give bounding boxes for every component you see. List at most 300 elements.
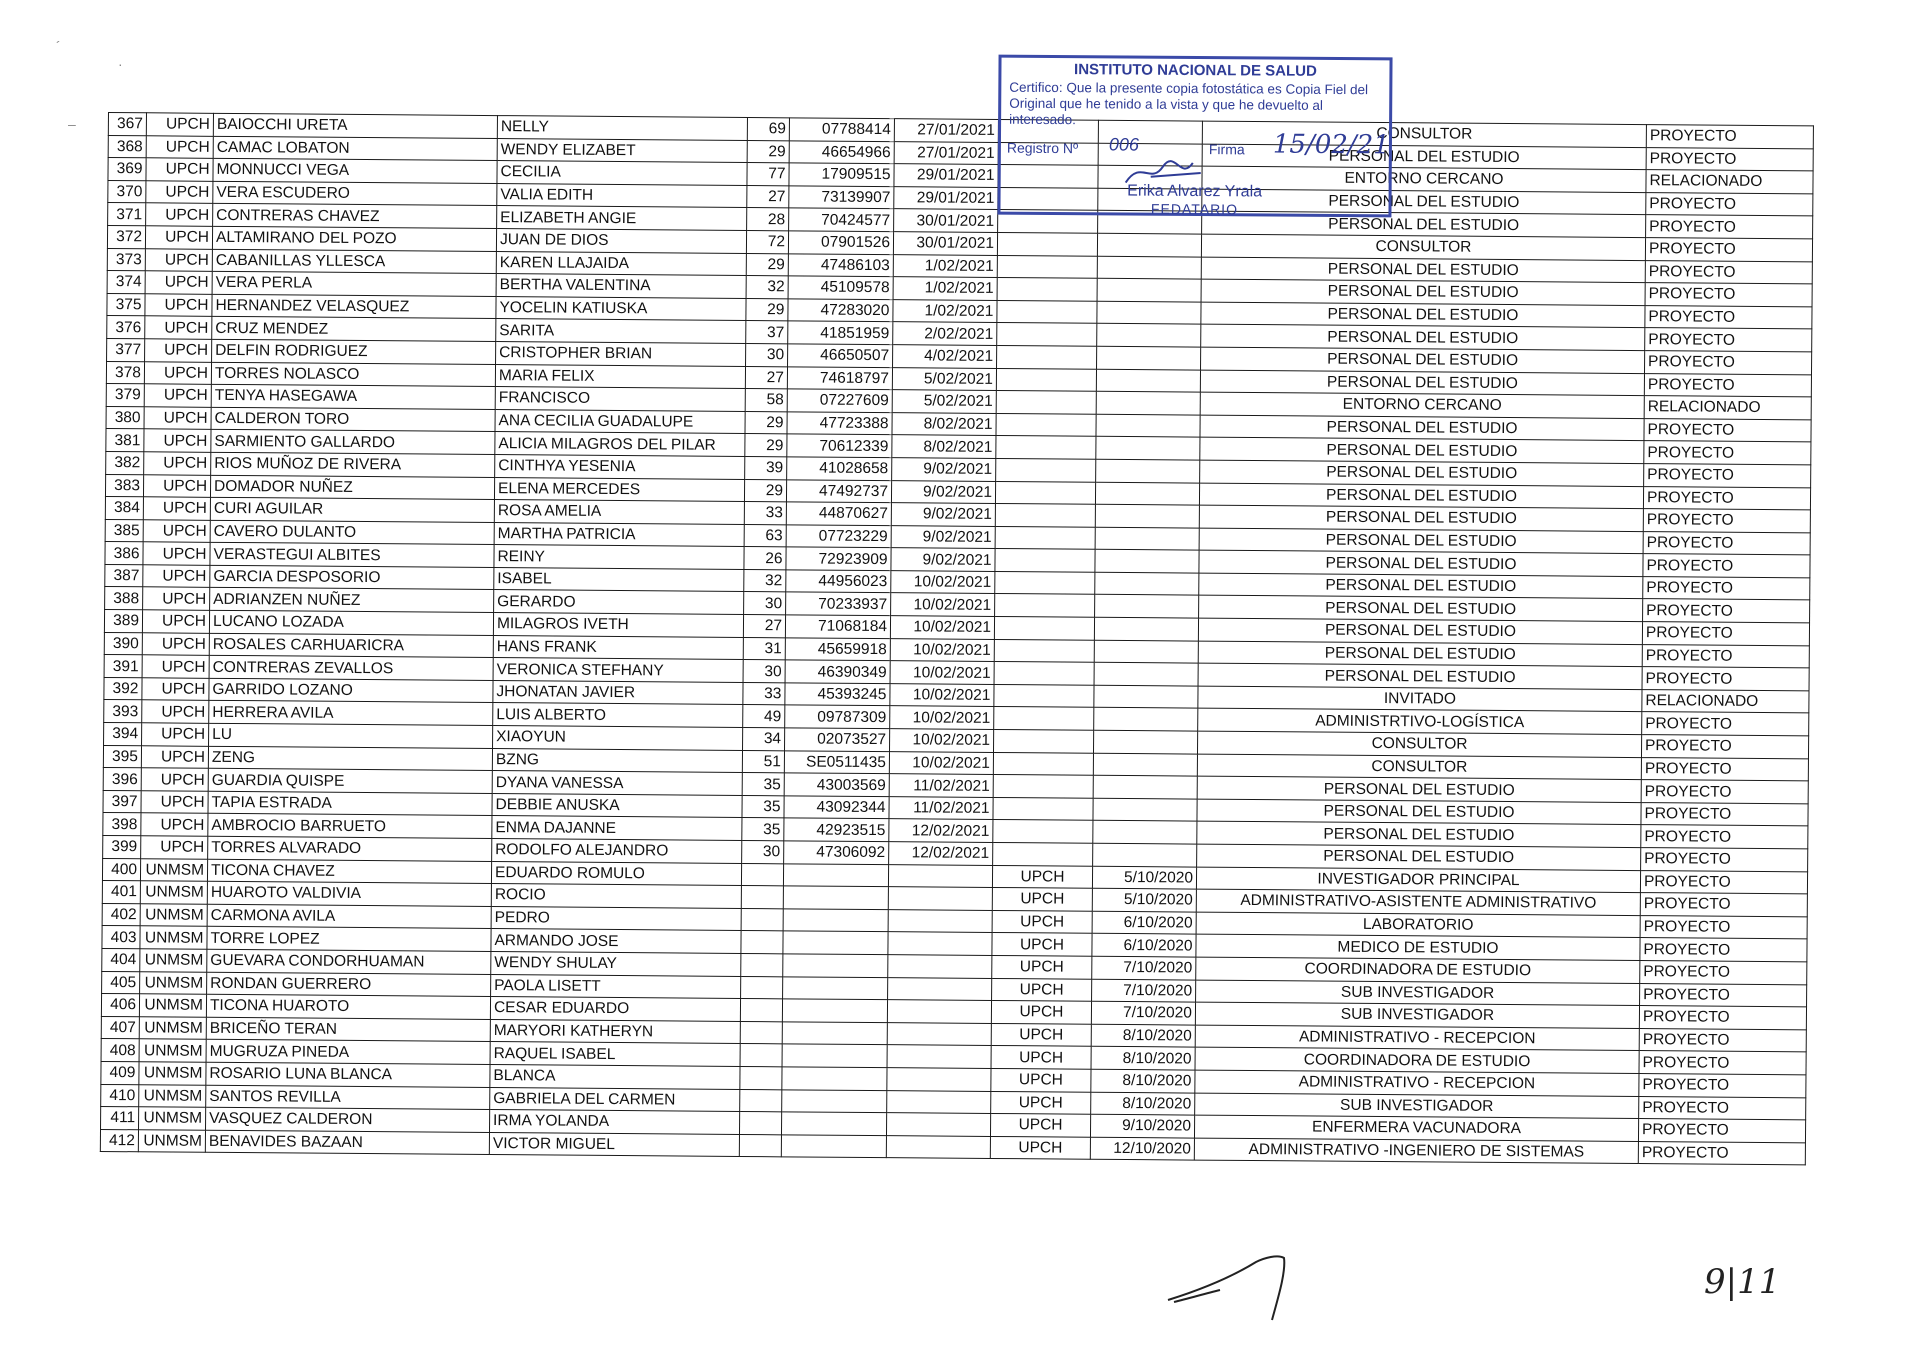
cell-dni bbox=[783, 954, 888, 977]
scan-speck: – bbox=[68, 116, 76, 132]
cell-dni bbox=[782, 1067, 887, 1090]
cell-num: 379 bbox=[106, 384, 144, 407]
cell-num: 411 bbox=[101, 1107, 139, 1130]
cell-date2 bbox=[1096, 459, 1200, 482]
scan-speck: · bbox=[118, 56, 123, 72]
cell-surname: MUGRUZA PINEDA bbox=[206, 1040, 490, 1065]
cell-dni: 46650507 bbox=[788, 344, 893, 367]
cell-date bbox=[888, 977, 992, 1000]
cell-inst2: UPCH bbox=[991, 1091, 1091, 1114]
cell-dni: 07227609 bbox=[787, 389, 892, 412]
cell-date2 bbox=[1095, 550, 1199, 573]
cell-age: 37 bbox=[746, 321, 788, 344]
cell-inst2 bbox=[996, 368, 1096, 391]
cell-name: EDUARDO ROMULO bbox=[491, 861, 741, 886]
cell-type: PROYECTO bbox=[1641, 848, 1808, 872]
cell-inst: UPCH bbox=[141, 745, 208, 768]
cell-inst: UNMSM bbox=[138, 1129, 205, 1152]
cell-inst2: UPCH bbox=[992, 865, 1092, 888]
cell-dni: 45109578 bbox=[788, 276, 893, 299]
cell-type: PROYECTO bbox=[1646, 125, 1813, 149]
cell-type: PROYECTO bbox=[1645, 305, 1812, 329]
cell-age bbox=[739, 1112, 781, 1135]
cell-type: PROYECTO bbox=[1642, 667, 1809, 691]
cell-inst2 bbox=[995, 571, 1095, 594]
cell-num: 401 bbox=[102, 881, 140, 904]
cell-name: CRISTOPHER BRIAN bbox=[496, 341, 746, 366]
cell-num: 386 bbox=[105, 542, 143, 565]
cell-role: ENTORNO CERCANO bbox=[1202, 166, 1646, 192]
cell-num: 391 bbox=[104, 655, 142, 678]
cell-date2: 12/10/2020 bbox=[1090, 1137, 1194, 1160]
cell-num: 412 bbox=[100, 1129, 138, 1152]
cell-date2 bbox=[1096, 369, 1200, 392]
cell-inst2 bbox=[995, 549, 1095, 572]
cell-type: PROYECTO bbox=[1641, 780, 1808, 804]
cell-date: 10/02/2021 bbox=[890, 661, 994, 684]
cell-surname: TORRES NOLASCO bbox=[211, 362, 495, 387]
cell-date: 11/02/2021 bbox=[889, 774, 993, 797]
cell-date: 29/01/2021 bbox=[894, 164, 998, 187]
cell-inst2 bbox=[996, 458, 1096, 481]
cell-surname: MONNUCCI VEGA bbox=[213, 159, 497, 184]
cell-inst: UNMSM bbox=[140, 904, 207, 927]
cell-age: 29 bbox=[747, 140, 789, 163]
cell-date2 bbox=[1096, 414, 1200, 437]
cell-role: ENFERMERA VACUNADORA bbox=[1194, 1115, 1638, 1141]
cell-role: ADMINISTRATIVO - RECEPCION bbox=[1195, 1025, 1639, 1051]
cell-role: PERSONAL DEL ESTUDIO bbox=[1201, 324, 1645, 350]
cell-role: SUB INVESTIGADOR bbox=[1195, 1093, 1639, 1119]
cell-role: PERSONAL DEL ESTUDIO bbox=[1198, 618, 1642, 644]
cell-type: PROYECTO bbox=[1640, 870, 1807, 894]
cell-dni: 07788414 bbox=[789, 118, 894, 141]
cell-surname: RONDAN GUERRERO bbox=[207, 972, 491, 997]
cell-surname: VASQUEZ CALDERON bbox=[206, 1107, 490, 1132]
cell-surname: GUEVARA CONDORHUAMAN bbox=[207, 949, 491, 974]
cell-date bbox=[888, 932, 992, 955]
cell-surname: ZENG bbox=[208, 746, 492, 771]
cell-date2: 6/10/2020 bbox=[1092, 934, 1196, 957]
cell-inst: UPCH bbox=[141, 768, 208, 791]
stamp-title: INSTITUTO NACIONAL DE SALUD bbox=[1073, 61, 1317, 80]
cell-name: GABRIELA DEL CARMEN bbox=[490, 1087, 740, 1112]
cell-inst: UPCH bbox=[142, 610, 209, 633]
cell-inst2 bbox=[994, 684, 1094, 707]
cell-date: 30/01/2021 bbox=[894, 209, 998, 232]
cell-date2: 6/10/2020 bbox=[1092, 911, 1196, 934]
cell-inst: UPCH bbox=[144, 384, 211, 407]
cell-age bbox=[741, 908, 783, 931]
cell-date: 10/02/2021 bbox=[890, 638, 994, 661]
cell-inst2 bbox=[997, 345, 1097, 368]
cell-type: PROYECTO bbox=[1644, 418, 1811, 442]
cell-dni: 70233937 bbox=[786, 592, 891, 615]
cell-role: ADMINISTRATIVO - RECEPCION bbox=[1195, 1070, 1639, 1096]
cell-dni: 72923909 bbox=[786, 547, 891, 570]
cell-date: 10/02/2021 bbox=[890, 706, 994, 729]
cell-dni: 17909515 bbox=[789, 163, 894, 186]
cell-role: SUB INVESTIGADOR bbox=[1196, 980, 1640, 1006]
cell-date: 1/02/2021 bbox=[893, 277, 997, 300]
cell-type: PROYECTO bbox=[1640, 983, 1807, 1007]
cell-date2 bbox=[1093, 843, 1197, 866]
cell-surname: TORRE LOPEZ bbox=[207, 927, 491, 952]
cell-date2 bbox=[1093, 821, 1197, 844]
cell-date2: 9/10/2020 bbox=[1090, 1114, 1194, 1137]
cell-inst2: UPCH bbox=[991, 1023, 1091, 1046]
cell-surname: TICONA HUAROTO bbox=[206, 994, 490, 1019]
cell-role: PERSONAL DEL ESTUDIO bbox=[1200, 370, 1644, 396]
cell-type: PROYECTO bbox=[1640, 961, 1807, 985]
cell-role: PERSONAL DEL ESTUDIO bbox=[1198, 641, 1642, 667]
handwritten-signature-icon bbox=[1160, 1250, 1300, 1325]
cell-date2 bbox=[1095, 504, 1199, 527]
cell-dni: 41851959 bbox=[788, 321, 893, 344]
cell-age: 32 bbox=[746, 276, 788, 299]
cell-age bbox=[741, 886, 783, 909]
cell-age: 32 bbox=[744, 569, 786, 592]
cell-dni bbox=[782, 1044, 887, 1067]
cell-inst: UPCH bbox=[144, 361, 211, 384]
cell-type: PROYECTO bbox=[1639, 1051, 1806, 1075]
cell-type: PROYECTO bbox=[1642, 644, 1809, 668]
cell-age: 51 bbox=[742, 750, 784, 773]
cell-dni: 70612339 bbox=[787, 434, 892, 457]
stamp-name: Erika Alvarez Yrala bbox=[1127, 182, 1263, 201]
cell-surname: ADRIANZEN NUÑEZ bbox=[210, 588, 494, 613]
cell-num: 378 bbox=[106, 361, 144, 384]
cell-type: PROYECTO bbox=[1639, 1073, 1806, 1097]
cell-surname: CAMAC LOBATON bbox=[213, 136, 497, 161]
cell-name: WENDY SHULAY bbox=[491, 952, 741, 977]
cell-date2 bbox=[1095, 595, 1199, 618]
stamp-date: 15/02/21 bbox=[1272, 129, 1390, 161]
cell-date: 30/01/2021 bbox=[893, 232, 997, 255]
cell-age: 39 bbox=[745, 456, 787, 479]
cell-age: 49 bbox=[743, 705, 785, 728]
cell-surname: CABANILLAS YLLESCA bbox=[212, 249, 496, 274]
cell-inst2: UPCH bbox=[990, 1114, 1090, 1137]
cell-type: PROYECTO bbox=[1643, 509, 1810, 533]
cell-num: 375 bbox=[107, 293, 145, 316]
cell-num: 409 bbox=[101, 1061, 139, 1084]
cell-name: DYANA VANESSA bbox=[492, 771, 742, 796]
cell-date2 bbox=[1094, 663, 1198, 686]
cell-surname: ALTAMIRANO DEL POZO bbox=[212, 226, 496, 251]
cell-inst2 bbox=[997, 300, 1097, 323]
cell-date: 8/02/2021 bbox=[892, 435, 996, 458]
cell-type: PROYECTO bbox=[1643, 599, 1810, 623]
cell-role: PERSONAL DEL ESTUDIO bbox=[1201, 347, 1645, 373]
cell-name: XIAOYUN bbox=[493, 726, 743, 751]
cell-surname: BAIOCCHI URETA bbox=[213, 113, 497, 138]
cell-num: 397 bbox=[103, 790, 141, 813]
cell-num: 403 bbox=[102, 926, 140, 949]
cell-age bbox=[741, 931, 783, 954]
cell-name: ARMANDO JOSE bbox=[491, 929, 741, 954]
cell-dni: 45393245 bbox=[785, 683, 890, 706]
cell-inst: UPCH bbox=[142, 655, 209, 678]
cell-type: PROYECTO bbox=[1640, 893, 1807, 917]
cell-role: PERSONAL DEL ESTUDIO bbox=[1200, 437, 1644, 463]
cell-inst: UPCH bbox=[141, 813, 208, 836]
cell-date2 bbox=[1093, 775, 1197, 798]
cell-inst2: UPCH bbox=[991, 1001, 1091, 1024]
cell-surname: SARMIENTO GALLARDO bbox=[211, 430, 495, 455]
cell-role: PERSONAL DEL ESTUDIO bbox=[1199, 596, 1643, 622]
cell-name: YOCELIN KATIUSKA bbox=[496, 296, 746, 321]
cell-inst2 bbox=[995, 594, 1095, 617]
cell-role: PERSONAL DEL ESTUDIO bbox=[1197, 844, 1641, 870]
cell-age: 35 bbox=[742, 773, 784, 796]
cell-inst: UPCH bbox=[143, 519, 210, 542]
cell-type: PROYECTO bbox=[1643, 554, 1810, 578]
cell-surname: CALDERON TORO bbox=[211, 407, 495, 432]
cell-name: ISABEL bbox=[494, 567, 744, 592]
cell-name: BLANCA bbox=[490, 1064, 740, 1089]
cell-role: PERSONAL DEL ESTUDIO bbox=[1202, 189, 1646, 215]
cell-age bbox=[739, 1134, 781, 1157]
cell-inst: UPCH bbox=[143, 587, 210, 610]
cell-dni: 47492737 bbox=[786, 479, 891, 502]
cell-surname: TORRES ALVARADO bbox=[208, 836, 492, 861]
cell-inst: UPCH bbox=[141, 791, 208, 814]
cell-surname: LU bbox=[209, 723, 493, 748]
cell-date bbox=[887, 1022, 991, 1045]
cell-dni: SE0511435 bbox=[784, 750, 889, 773]
cell-inst2 bbox=[995, 504, 1095, 527]
cell-role: PERSONAL DEL ESTUDIO bbox=[1198, 663, 1642, 689]
cell-date: 9/02/2021 bbox=[891, 548, 995, 571]
cell-type: PROYECTO bbox=[1643, 531, 1810, 555]
cell-age: 29 bbox=[746, 298, 788, 321]
stamp-firma-label: Firma bbox=[1208, 141, 1245, 158]
cell-surname: VERA ESCUDERO bbox=[213, 181, 497, 206]
cell-num: 410 bbox=[101, 1084, 139, 1107]
cell-surname: HUAROTO VALDIVIA bbox=[207, 881, 491, 906]
stamp-text: Certifico: Que la presente copia fotostática es Copia Fiel del Original que he tenido a la vista y que he devuelto al interesado. bbox=[1009, 79, 1369, 128]
cell-date bbox=[886, 1135, 990, 1158]
cell-inst: UNMSM bbox=[139, 1062, 206, 1085]
cell-num: 400 bbox=[102, 858, 140, 881]
cell-inst: UPCH bbox=[145, 294, 212, 317]
cell-date2: 7/10/2020 bbox=[1092, 979, 1196, 1002]
cell-role: PERSONAL DEL ESTUDIO bbox=[1200, 415, 1644, 441]
cell-inst2 bbox=[997, 232, 1097, 255]
cell-role: INVITADO bbox=[1198, 686, 1642, 712]
cell-date2: 5/10/2020 bbox=[1092, 888, 1196, 911]
cell-age: 30 bbox=[746, 343, 788, 366]
cell-age: 29 bbox=[745, 434, 787, 457]
cell-inst: UPCH bbox=[144, 429, 211, 452]
cell-date2: 8/10/2020 bbox=[1091, 1092, 1195, 1115]
cell-num: 406 bbox=[101, 994, 139, 1017]
cell-name: ROCIO bbox=[491, 884, 741, 909]
cell-date bbox=[886, 1113, 990, 1136]
cell-dni bbox=[782, 1022, 887, 1045]
scan-speck: ´ bbox=[56, 38, 61, 54]
cell-surname: BENAVIDES BAZAAN bbox=[205, 1130, 489, 1155]
cell-type: PROYECTO bbox=[1641, 735, 1808, 759]
cell-dni: 02073527 bbox=[785, 728, 890, 751]
cell-num: 381 bbox=[106, 429, 144, 452]
cell-inst2 bbox=[994, 617, 1094, 640]
cell-surname: ROSALES CARHUARICRA bbox=[209, 633, 493, 658]
cell-date: 4/02/2021 bbox=[893, 345, 997, 368]
cell-role: LABORATORIO bbox=[1196, 912, 1640, 938]
cell-surname: DOMADOR NUÑEZ bbox=[210, 475, 494, 500]
cell-inst2: UPCH bbox=[991, 1068, 1091, 1091]
cell-name: SARITA bbox=[496, 319, 746, 344]
cell-date2 bbox=[1097, 256, 1201, 279]
cell-date: 9/02/2021 bbox=[891, 503, 995, 526]
cell-date bbox=[887, 1068, 991, 1091]
certification-stamp bbox=[997, 55, 1392, 218]
cell-date2 bbox=[1093, 753, 1197, 776]
stamp-role: FEDATARIO bbox=[1150, 200, 1239, 218]
cell-num: 402 bbox=[102, 903, 140, 926]
cell-date: 27/01/2021 bbox=[894, 119, 998, 142]
cell-name: REINY bbox=[494, 545, 744, 570]
cell-date: 12/02/2021 bbox=[889, 842, 993, 865]
cell-date: 1/02/2021 bbox=[893, 299, 997, 322]
cell-num: 372 bbox=[107, 225, 145, 248]
cell-age bbox=[740, 1066, 782, 1089]
cell-age: 58 bbox=[745, 389, 787, 412]
cell-dni: 70424577 bbox=[789, 208, 894, 231]
cell-name: RODOLFO ALEJANDRO bbox=[492, 839, 742, 864]
cell-dni: 47283020 bbox=[788, 299, 893, 322]
cell-date bbox=[887, 1045, 991, 1068]
cell-age: 27 bbox=[747, 185, 789, 208]
cell-inst2 bbox=[997, 278, 1097, 301]
cell-dni: 07901526 bbox=[788, 231, 893, 254]
cell-name: ELIZABETH ANGIE bbox=[497, 206, 747, 231]
cell-dni bbox=[782, 1089, 887, 1112]
cell-date2 bbox=[1097, 301, 1201, 324]
cell-name: MARTHA PATRICIA bbox=[494, 522, 744, 547]
cell-surname: AMBROCIO BARRUETO bbox=[208, 814, 492, 839]
cell-name: CINTHYA YESENIA bbox=[495, 454, 745, 479]
cell-num: 384 bbox=[105, 497, 143, 520]
cell-date2 bbox=[1094, 685, 1198, 708]
cell-age: 72 bbox=[746, 230, 788, 253]
cell-inst: UPCH bbox=[143, 497, 210, 520]
cell-age: 29 bbox=[744, 479, 786, 502]
cell-num: 395 bbox=[103, 745, 141, 768]
cell-num: 399 bbox=[103, 835, 141, 858]
cell-date bbox=[887, 1000, 991, 1023]
cell-type: RELACIONADO bbox=[1646, 170, 1813, 194]
cell-inst: UPCH bbox=[143, 542, 210, 565]
cell-num: 396 bbox=[103, 768, 141, 791]
cell-surname: CURI AGUILAR bbox=[210, 497, 494, 522]
cell-surname: ROSARIO LUNA BLANCA bbox=[206, 1062, 490, 1087]
cell-role: PERSONAL DEL ESTUDIO bbox=[1201, 279, 1645, 305]
cell-type: PROYECTO bbox=[1642, 712, 1809, 736]
cell-date: 2/02/2021 bbox=[893, 322, 997, 345]
cell-date2 bbox=[1093, 798, 1197, 821]
cell-date2 bbox=[1094, 640, 1198, 663]
cell-num: 398 bbox=[103, 813, 141, 836]
cell-num: 368 bbox=[108, 135, 146, 158]
cell-num: 393 bbox=[104, 700, 142, 723]
cell-name: BZNG bbox=[492, 748, 742, 773]
cell-date: 9/02/2021 bbox=[891, 525, 995, 548]
cell-num: 370 bbox=[108, 180, 146, 203]
stamp-registro-value: 006 bbox=[1108, 134, 1140, 155]
cell-dni: 73139907 bbox=[789, 186, 894, 209]
cell-name: FRANCISCO bbox=[495, 387, 745, 412]
cell-inst: UPCH bbox=[141, 836, 208, 859]
cell-role: PERSONAL DEL ESTUDIO bbox=[1202, 144, 1646, 170]
cell-type: PROYECTO bbox=[1645, 260, 1812, 284]
cell-date2 bbox=[1094, 708, 1198, 731]
cell-num: 371 bbox=[108, 203, 146, 226]
cell-inst: UPCH bbox=[143, 474, 210, 497]
cell-dni: 74618797 bbox=[787, 366, 892, 389]
cell-name: ENMA DAJANNE bbox=[492, 816, 742, 841]
cell-name: ALICIA MILAGROS DEL PILAR bbox=[495, 432, 745, 457]
cell-type: PROYECTO bbox=[1640, 938, 1807, 962]
cell-date2 bbox=[1097, 346, 1201, 369]
cell-surname: CONTRERAS ZEVALLOS bbox=[209, 656, 493, 681]
cell-dni: 41028658 bbox=[787, 457, 892, 480]
cell-type: PROYECTO bbox=[1638, 1141, 1805, 1165]
cell-dni: 45659918 bbox=[785, 637, 890, 660]
cell-inst: UNMSM bbox=[139, 1107, 206, 1130]
cell-inst2 bbox=[993, 820, 1093, 843]
cell-num: 373 bbox=[107, 248, 145, 271]
cell-age: 30 bbox=[744, 592, 786, 615]
cell-dni bbox=[783, 909, 888, 932]
cell-type: PROYECTO bbox=[1645, 238, 1812, 262]
personnel-table bbox=[100, 112, 1814, 1166]
cell-age bbox=[740, 1044, 782, 1067]
cell-name: NELLY bbox=[497, 116, 747, 141]
cell-inst: UNMSM bbox=[140, 881, 207, 904]
cell-num: 387 bbox=[105, 564, 143, 587]
cell-date2 bbox=[1096, 391, 1200, 414]
cell-surname: TAPIA ESTRADA bbox=[208, 791, 492, 816]
cell-type: RELACIONADO bbox=[1642, 689, 1809, 713]
cell-inst2: UPCH bbox=[992, 955, 1092, 978]
cell-inst: UPCH bbox=[145, 316, 212, 339]
cell-inst: UPCH bbox=[146, 203, 213, 226]
cell-type: PROYECTO bbox=[1640, 915, 1807, 939]
cell-inst2 bbox=[996, 413, 1096, 436]
cell-age: 63 bbox=[744, 524, 786, 547]
cell-surname: GUARDIA QUISPE bbox=[208, 769, 492, 794]
cell-date2 bbox=[1097, 233, 1201, 256]
cell-inst: UPCH bbox=[142, 678, 209, 701]
cell-surname: TENYA HASEGAWA bbox=[211, 384, 495, 409]
cell-dni bbox=[783, 863, 888, 886]
cell-num: 367 bbox=[108, 113, 146, 136]
cell-dni: 44956023 bbox=[786, 570, 891, 593]
cell-date bbox=[888, 955, 992, 978]
cell-inst: UNMSM bbox=[140, 926, 207, 949]
cell-name: LUIS ALBERTO bbox=[493, 703, 743, 728]
cell-inst: UPCH bbox=[146, 135, 213, 158]
cell-name: PAOLA LISETT bbox=[491, 974, 741, 999]
cell-inst: UNMSM bbox=[140, 858, 207, 881]
cell-date2 bbox=[1095, 572, 1199, 595]
cell-role: CONSULTOR bbox=[1197, 754, 1641, 780]
cell-num: 390 bbox=[104, 632, 142, 655]
cell-inst2: UPCH bbox=[992, 888, 1092, 911]
